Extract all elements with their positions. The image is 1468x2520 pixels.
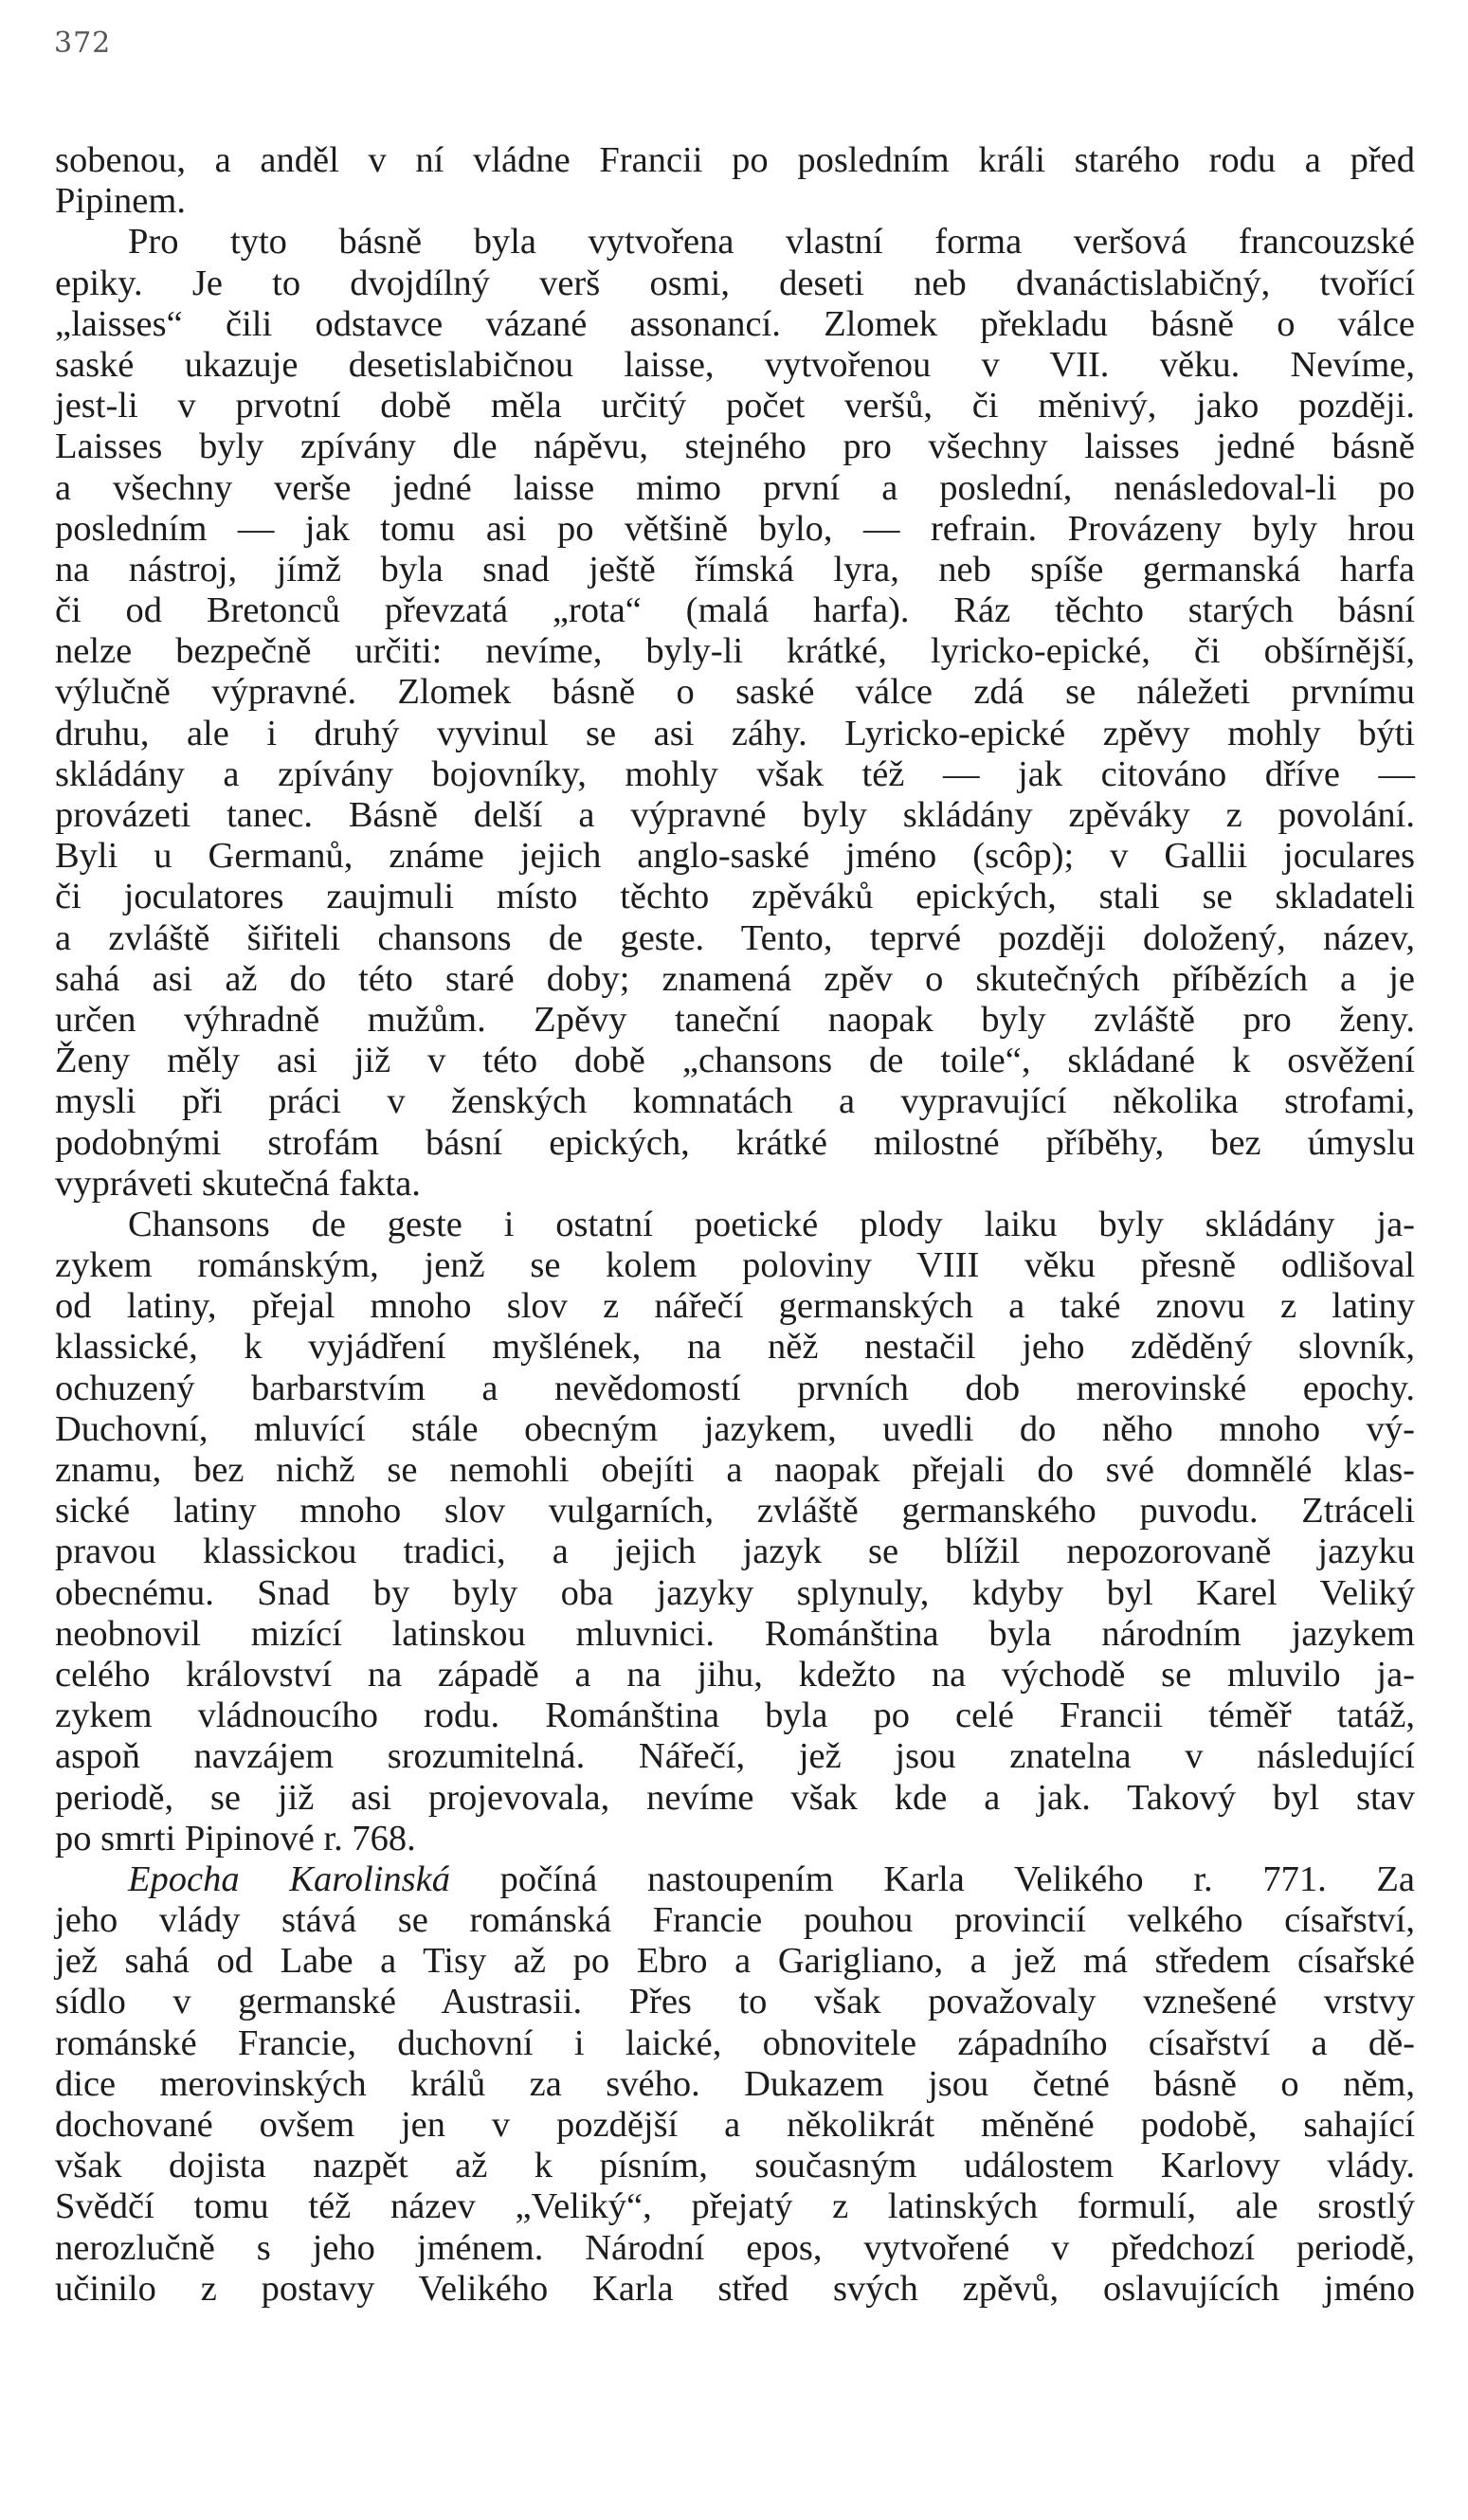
- text-line: obecnému. Snad by byly oba jazyky splynuly, kdyby byl Karel Veliký: [55, 1572, 1415, 1613]
- text-line: po smrti Pipinové r. 768.: [55, 1818, 416, 1858]
- text-line: sahá asi až do této staré doby; znamená zpěv o skutečných příbězích a je: [55, 958, 1415, 999]
- text-line: provázeti tanec. Básně delší a výpravné byly skládány zpěváky z povolání.: [55, 795, 1415, 835]
- body-text: [55, 140, 1415, 2310]
- text-line: Byli u Germanů, známe jejich anglo-saské jméno (scôp); v Gallii joculares: [55, 836, 1415, 877]
- text-span: počíná nastoupením Karla Velikého: [449, 1858, 1144, 1899]
- text-line: nelze bezpečně určiti: nevíme, byly-li krátké, lyricko-epické, či obšírnější,: [55, 631, 1415, 672]
- text-line: Ženy měly asi již v této době „chansons de toile“, skládané k osvěžení: [55, 1041, 1415, 1081]
- text-line: mysli při práci v ženských komnatách a vypravující několika strofami,: [55, 1081, 1415, 1122]
- text-line: „laisses“ čili odstavce vázané assonancí. Zlomek překladu básně o válce: [55, 303, 1415, 344]
- text-line: a zvláště šiřiteli chansons de geste. Tento, teprvé později doložený, název,: [55, 917, 1415, 958]
- text-line: Pipinem.: [55, 181, 186, 222]
- text-line: podobnými strofám básní epických, krátké milostné příběhy, bez úmyslu: [55, 1122, 1415, 1163]
- text-line: sické latiny mnoho slov vulgarních, zvláště germanského puvodu. Ztráceli: [55, 1491, 1415, 1532]
- text-line: sobenou, a anděl v ní vládne Francii po posledním králi starého rodu a před: [55, 140, 1415, 180]
- text-line: nerozlučně s jeho jménem. Národní epos, vytvořené v předchozí periodě,: [55, 2227, 1415, 2268]
- text-line: Pro tyto básně byla vytvořena vlastní forma veršová francouzské: [55, 222, 1415, 263]
- text-line: od latiny, přejal mnoho slov z nářečí germanských a také znovu z latiny: [55, 1286, 1415, 1327]
- text-line: určen výhradně mužům. Zpěvy taneční naopak byly zvláště pro ženy.: [55, 999, 1415, 1040]
- text-line: posledním — jak tomu asi po většině bylo, — refrain. Provázeny byly hrou: [55, 508, 1415, 549]
- text-line: aspoň navzájem srozumitelná. Nářečí, jež jsou znatelna v následující: [55, 1736, 1415, 1777]
- text-line: Chansons de geste i ostatní poetické plody laiku byly skládány ja-: [55, 1204, 1415, 1244]
- text-line: na nástroj, jímž byla snad ještě římská lyra, neb spíše germanská harfa: [55, 549, 1415, 589]
- text-line: Duchovní, mluvící stále obecným jazykem, uvedli do něho mnoho vý-: [55, 1408, 1415, 1449]
- text-line: románské Francie, duchovní i laické, obnovitele západního císařství a dě-: [55, 2022, 1415, 2063]
- text-line: klassické, k vyjádření myšlének, na něž nestačil jeho zděděný slovník,: [55, 1327, 1415, 1368]
- text-line: jeho vlády stává se románská Francie pouhou provincií velkého císařství,: [55, 1900, 1415, 1941]
- text-line: periodě, se již asi projevovala, nevíme však kde a jak. Takový byl stav: [55, 1777, 1415, 1818]
- text-line: epiky. Je to dvojdílný verš osmi, deseti neb dvanáctislabičný, tvořící: [55, 263, 1415, 303]
- text-line: jest-li v prvotní době měla určitý počet veršů, či měnivý, jako později.: [55, 386, 1415, 426]
- text-line: znamu, bez nichž se nemohli obejíti a naopak přejali do své domnělé klas-: [55, 1450, 1415, 1490]
- page-number: 372: [54, 27, 112, 60]
- text-line: či joculatores zaujmuli místo těchto zpěváků epických, stali se skladateli: [55, 877, 1415, 917]
- text-line: ochuzený barbarstvím a nevědomostí prvních dob merovinské epochy.: [55, 1368, 1415, 1408]
- text-line: sídlo v germanské Austrasii. Přes to však považovaly vznešené vrstvy: [55, 1982, 1415, 2022]
- text-line: Svědčí tomu též název „Veliký“, přejatý z latinských formulí, ale srostlý: [55, 2186, 1415, 2227]
- text-line: jež sahá od Labe a Tisy až po Ebro a Garigliano, a jež má středem císařské: [55, 1941, 1415, 1982]
- text-span: r. 771. Za: [1143, 1858, 1415, 1899]
- text-line: vypráveti skutečná fakta.: [55, 1163, 421, 1204]
- text-line: neobnovil mizící latinskou mluvnici. Románština byla národním jazykem: [55, 1613, 1415, 1654]
- text-line: však dojista nazpět až k písním, současným událostem Karlovy vlády.: [55, 2146, 1415, 2186]
- text-line: Laisses byly zpívány dle nápěvu, stejného pro všechny laisses jedné básně: [55, 426, 1415, 467]
- text-line: učinilo z postavy Velikého Karla střed svých zpěvů, oslavujících jméno: [55, 2268, 1415, 2309]
- text-line: [55, 1859, 1415, 1900]
- text-line: celého království na západě a na jihu, kdežto na východě se mluvilo ja-: [55, 1654, 1415, 1695]
- text-line: skládány a zpívány bojovníky, mohly však též — jak citováno dříve —: [55, 753, 1415, 794]
- text-line: saské ukazuje desetislabičnou laisse, vytvořenou v VII. věku. Nevíme,: [55, 344, 1415, 385]
- section-heading: Epocha Karolinská: [128, 1858, 450, 1899]
- text-line: zykem vládnoucího rodu. Románština byla po celé Francii téměř tatáž,: [55, 1695, 1415, 1736]
- text-line: zykem románským, jenž se kolem poloviny VIII věku přesně odlišoval: [55, 1245, 1415, 1286]
- text-line: a všechny verše jedné laisse mimo první a poslední, nenásledoval-li po: [55, 467, 1415, 508]
- text-line: dochované ovšem jen v pozdější a několikrát měněné podobě, sahající: [55, 2105, 1415, 2145]
- text-line: druhu, ale i druhý vyvinul se asi záhy. Lyricko-epické zpěvy mohly býti: [55, 713, 1415, 753]
- text-line: dice merovinských králů za svého. Dukazem jsou četné básně o něm,: [55, 2063, 1415, 2104]
- text-line: či od Bretonců převzatá „rota“ (malá harfa). Ráz těchto starých básní: [55, 590, 1415, 631]
- text-line: výlučně výpravné. Zlomek básně o saské válce zdá se náležeti prvnímu: [55, 672, 1415, 713]
- text-line: pravou klassickou tradici, a jejich jazyk se blížil nepozorovaně jazyku: [55, 1532, 1415, 1572]
